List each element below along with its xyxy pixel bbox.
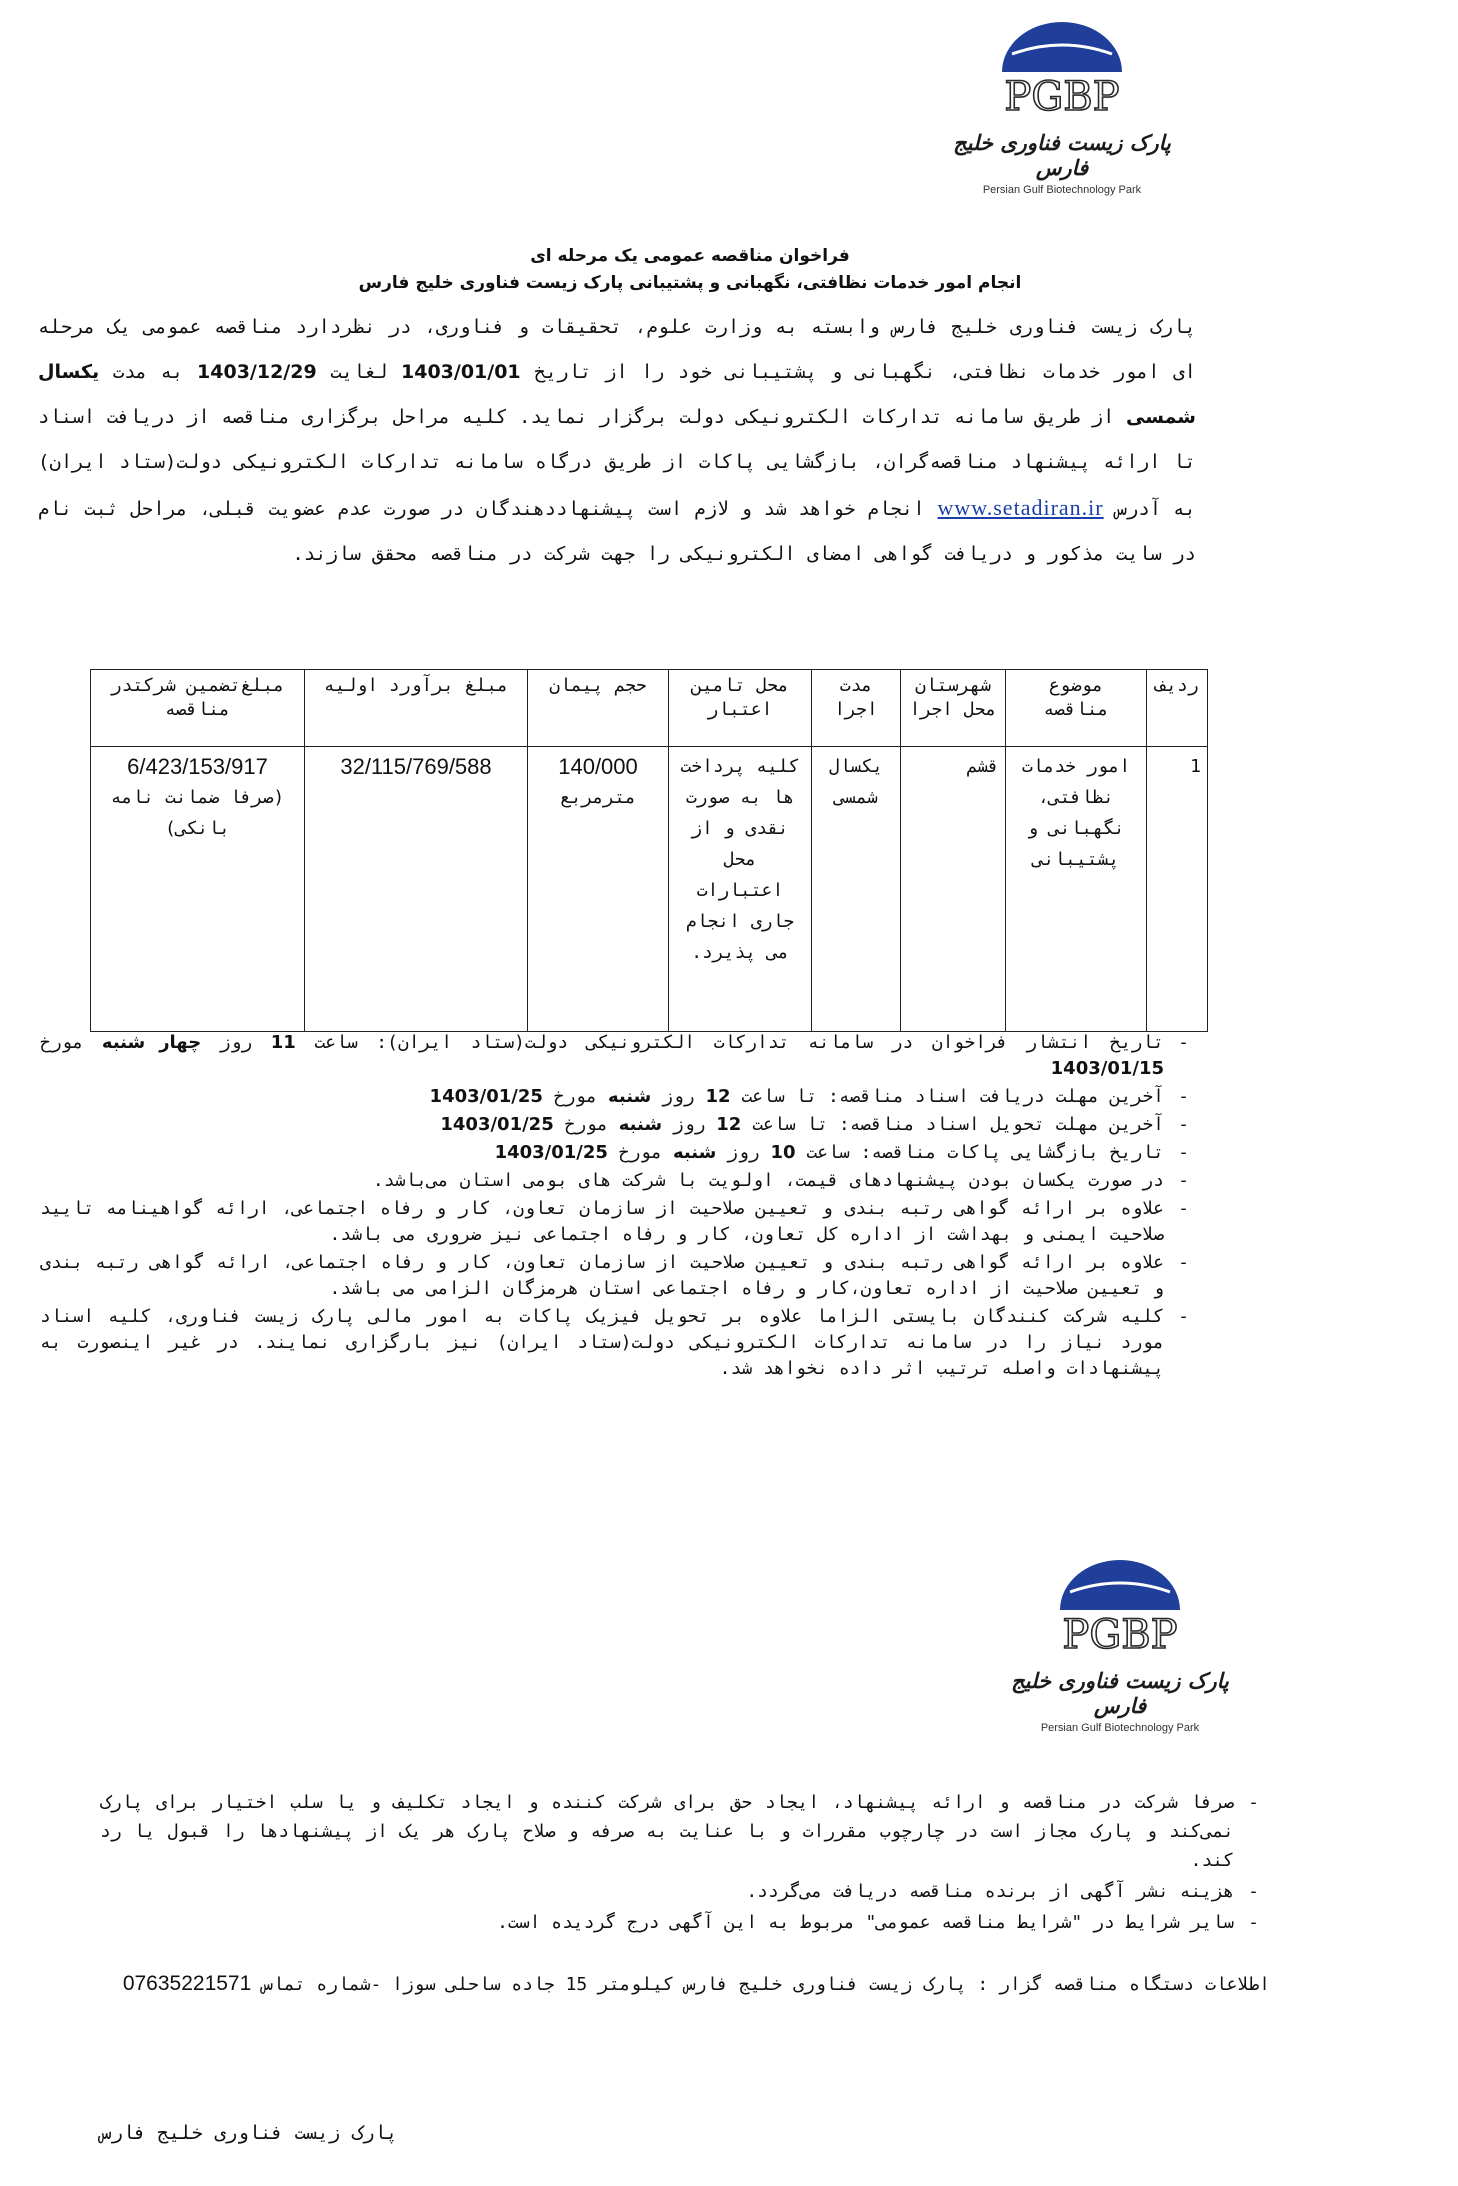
guarantee-value: 6/423/153/917 xyxy=(127,754,268,779)
intro-duration: یکسال شمسی xyxy=(38,361,1196,428)
intro-text-3: به مدت xyxy=(112,361,184,383)
logo-name-en: Persian Gulf Biotechnology Park xyxy=(1040,1722,1200,1734)
logo-name-en: Persian Gulf Biotechnology Park xyxy=(982,184,1142,196)
list-item: - صرفا شرکت در مناقصه و ارائه پیشنهاد، ایجاد حق برای شرکت کننده و ایجاد تکلیف و یا سلب اختیار برای پارک نمی‌کند و پارک مجاز است در چارچوب مقررات و با عنایت به صرفه و صلاح پارک هر یک از پیشنهادها را قبول یا رد کند. xyxy=(100,1788,1260,1875)
header-index: ردیف xyxy=(1147,670,1208,747)
contact-phone: 07635221571 xyxy=(122,1972,252,1995)
logo-name-fa: پارک زیست فناوری خلیج فارس xyxy=(953,130,1171,180)
notes-list-2 xyxy=(100,1788,1260,1939)
cell-estimate: 32/115/769/588 xyxy=(305,747,528,1032)
list-item: - آخرین مهلت تحویل اسناد مناقصه: تا ساعت 12 روز شنبه مورخ 1403/01/25 xyxy=(40,1112,1190,1138)
header-volume: حجم پیمان xyxy=(528,670,669,747)
footer-signature: پارک زیست فناوری خلیج فارس xyxy=(100,2122,398,2144)
title-line-2: انجام امور خدمات نظافتی، نگهبانی و پشتیبانی پارک زیست فناوری خلیج فارس xyxy=(358,273,1022,293)
intro-text-5: انجام خواهد شد و لازم است پیشنهاددهندگان در صورت عدم عضویت قبلی، مراحل ثبت نام در سایت مذکور و دریافت گواهی امضای الکترونیکی را جهت شرکت در مناقصه محقق سازند. xyxy=(38,498,1196,565)
intro-date-start: 1403/01/01 xyxy=(401,361,521,383)
list-item: - آخرین مهلت دریافت اسناد مناقصه: تا ساعت 12 روز شنبه مورخ 1403/01/25 xyxy=(40,1084,1190,1110)
intro-date-end: 1403/12/29 xyxy=(197,361,317,383)
title-line-1: فراخوان مناقصه عمومی یک مرحله ای xyxy=(530,246,850,266)
list-item: - علاوه بر ارائه گواهی رتبه بندی و تعیین صلاحیت از سازمان تعاون، کار و رفاه اجتماعی، ارائه گواهینامه تایید صلاحیت ایمنی و بهداشت از اداره کل تعاون، کار و رفاه اجتماعی نیز ضروری می باشد. xyxy=(40,1196,1190,1248)
contact-info xyxy=(90,1968,1270,2001)
cell-index: 1 xyxy=(1147,747,1208,1032)
cell-subject: امور خدمات نظافتی، نگهبانی و پشتیبانی xyxy=(1006,747,1147,1032)
list-item: - علاوه بر ارائه گواهی رتبه بندی و تعیین صلاحیت از سازمان تعاون، کار و رفاه اجتماعی، ارائه گواهی رتبه بندی و تعیین صلاحیت از اداره تعاون،کار و رفاه اجتماعی استان هرمزگان الزامی می باشد. xyxy=(40,1250,1190,1302)
table-header-row xyxy=(91,670,1208,747)
table-row xyxy=(91,747,1208,1032)
list-item: - تاریخ انتشار فراخوان در سامانه تدارکات الکترونیکی دولت(ستاد ایران): ساعت 11 روز چهار شنبه مورخ 1403/01/15 xyxy=(40,1030,1190,1082)
header-guarantee: مبلغ‌تضمین شرکتدر مناقصه xyxy=(91,670,305,747)
intro-text-1: پارک زیست فناوری خلیج فارس وابسته به وزارت علوم، تحقیقات و فناوری، در نظردارد مناقصه عمومی یک مرحله ای امور خدمات نظافتی، نگهبانی و پشتیبانی خود را از تاریخ xyxy=(38,316,1196,383)
volume-value: 140/000 xyxy=(558,754,638,779)
cell-guarantee xyxy=(91,747,305,1032)
cell-duration: یکسال شمسی xyxy=(812,747,901,1032)
logo-name-fa: پارک زیست فناوری خلیج فارس xyxy=(1011,1668,1229,1718)
intro-text-4: از طریق سامانه تدارکات الکترونیکی دولت برگزار نماید. کلیه مراحل برگزاری مناقصه از دریافت اسناد تا ارائه پیشنهاد مناقصه‌گران، بازگشایی پاکات از طریق درگاه سامانه تدارکات الکترونیکی دولت(ستاد ایران) به آدرس xyxy=(38,406,1196,520)
header-city: شهرستان محل اجرا xyxy=(901,670,1006,747)
tender-table xyxy=(90,669,1208,1032)
cell-city: قشم xyxy=(901,747,1006,1032)
header-estimate: مبلغ برآورد اولیه xyxy=(305,670,528,747)
list-item: - کلیه شرکت کنندگان بایستی الزاما علاوه بر تحویل فیزیک پاکات به امور مالی پارک زیست فناوری، کلیه اسناد مورد نیاز را در سامانه تدارکات الکترونیکی دولت(ستاد ایران) نیز بارگزاری نمایند. در غیر اینصورت به پیشنهادات واصله ترتیب اثر داده نخواهد شد. xyxy=(40,1304,1190,1382)
list-item: - هزینه نشر آگهی از برنده مناقصه دریافت می‌گردد. xyxy=(100,1877,1260,1906)
notes-list xyxy=(40,1030,1190,1384)
intro-paragraph xyxy=(38,305,1196,577)
logo-initials: PGBP xyxy=(1062,1612,1178,1658)
cell-funding: کلیه پرداخت ها به صورت نقدی و از محل اعتبارات جاری انجام می پذیرد. xyxy=(669,747,812,1032)
header-funding: محل تامین اعتبار xyxy=(669,670,812,747)
guarantee-note: (صرفا ضمانت نامه بانکی) xyxy=(110,787,285,839)
list-item: - در صورت یکسان بودن پیشنهادهای قیمت، اولویت با شرکت های بومی استان می‌باشد. xyxy=(40,1168,1190,1194)
park-logo-bottom xyxy=(1010,1552,1230,1734)
list-item: - سایر شرایط در "شرایط مناقصه عمومی" مربوط به این آگهی درج گردیده است. xyxy=(100,1908,1260,1937)
list-item: - تاریخ بازگشایی پاکات مناقصه: ساعت 10 روز شنبه مورخ 1403/01/25 xyxy=(40,1140,1190,1166)
cell-volume xyxy=(528,747,669,1032)
header-duration: مدت اجرا xyxy=(812,670,901,747)
volume-unit: مترمربع xyxy=(560,787,636,808)
contact-text: اطلاعات دستگاه مناقصه گزار : پارک زیست فناوری خلیج فارس کیلومتر 15 جاده ساحلی سوزا -شماره تماس xyxy=(262,1974,1270,1995)
header-subject: موضوع مناقصه xyxy=(1006,670,1147,747)
park-logo-top xyxy=(952,14,1172,196)
logo-emblem-icon xyxy=(987,14,1137,124)
logo-emblem-icon xyxy=(1045,1552,1195,1662)
page-title xyxy=(240,243,1140,297)
intro-text-2: لغایت xyxy=(330,361,388,383)
setadiran-link[interactable]: www.setadiran.ir xyxy=(937,495,1104,520)
logo-initials: PGBP xyxy=(1004,74,1120,120)
